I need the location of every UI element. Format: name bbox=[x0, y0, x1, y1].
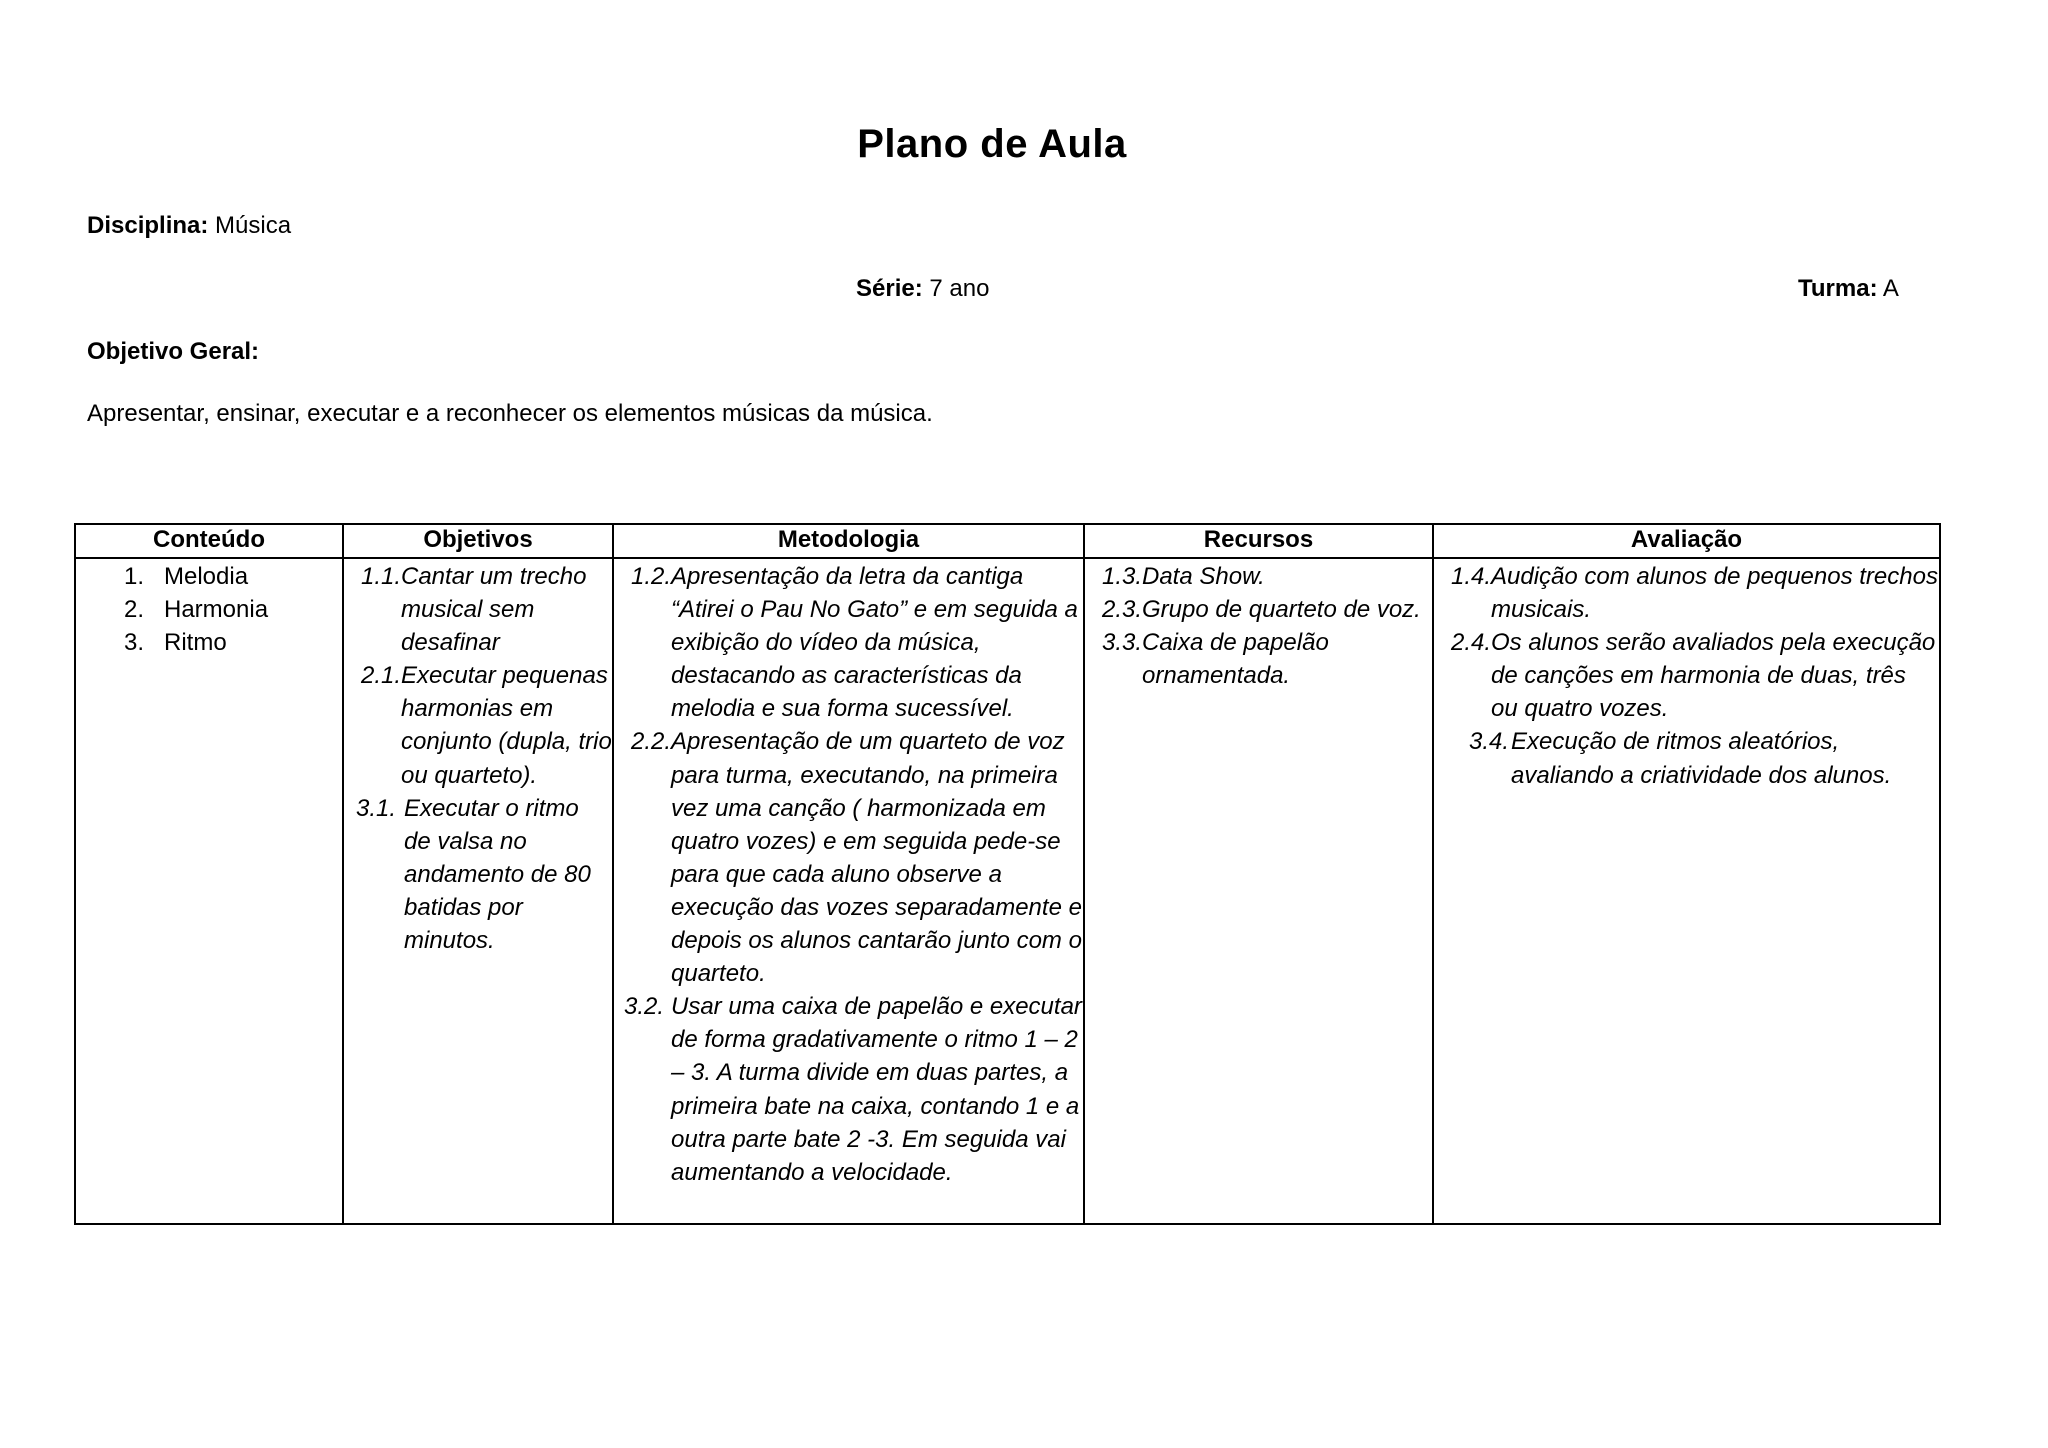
table-header-row bbox=[75, 524, 1940, 558]
cell-objetivos bbox=[343, 558, 613, 1224]
list-text: Melodia bbox=[164, 563, 249, 590]
list-text: Data Show. bbox=[1142, 563, 1265, 590]
list-number: 3.2. bbox=[623, 993, 664, 1021]
list-item bbox=[76, 593, 342, 626]
list-item bbox=[1434, 626, 1939, 725]
list-item bbox=[614, 725, 1083, 990]
list-text: Harmonia bbox=[164, 596, 269, 624]
list-number: 2.4. bbox=[1450, 629, 1491, 657]
list-item bbox=[614, 990, 1083, 1189]
list-number: 1.4. bbox=[1450, 563, 1491, 590]
list-number: 3. bbox=[123, 629, 144, 657]
list-item bbox=[76, 560, 342, 593]
list-text: Os alunos serão avaliados pela execução de canções em harmonia de duas, três ou quatro vozes. bbox=[1491, 629, 1936, 723]
list-item bbox=[1085, 593, 1432, 626]
header-conteudo: Conteúdo bbox=[75, 524, 343, 558]
list-text: Apresentação de um quarteto de voz para turma, executando, na primeira vez uma canção ( harmonizada em quatro vozes) e em seguida pede-se para que cada aluno observe a execução das vozes separadamente e depois os alunos cantarão junto com o quarteto. bbox=[671, 728, 1082, 988]
list-number: 2.2. bbox=[630, 728, 671, 756]
list-item bbox=[344, 659, 612, 791]
list-item bbox=[344, 560, 612, 659]
list-text: Executar pequenas harmonias em conjunto (dupla, trio ou quarteto). bbox=[401, 662, 612, 789]
list-text: Grupo de quarteto de voz. bbox=[1142, 596, 1421, 624]
disciplina-label: Disciplina: bbox=[87, 212, 209, 239]
list-number: 3.3. bbox=[1101, 629, 1142, 657]
cell-avaliacao bbox=[1433, 558, 1940, 1224]
list-number: 1.3. bbox=[1101, 563, 1142, 590]
objetivo-geral-text: Apresentar, ensinar, executar e a reconhecer os elementos músicas da música. bbox=[87, 400, 933, 427]
page-title: Plano de Aula bbox=[857, 122, 1127, 166]
list-number: 1. bbox=[123, 563, 144, 590]
list-item bbox=[76, 626, 342, 659]
cell-recursos bbox=[1084, 558, 1433, 1224]
list-item bbox=[1434, 725, 1939, 791]
serie-field bbox=[856, 274, 989, 304]
list-text: Ritmo bbox=[164, 629, 227, 657]
disciplina-value: Música bbox=[208, 212, 292, 239]
cell-metodologia bbox=[613, 558, 1084, 1224]
table-row bbox=[75, 558, 1940, 1224]
list-number: 3.1. bbox=[355, 794, 396, 822]
serie-value: 7 ano bbox=[922, 275, 990, 302]
list-item bbox=[344, 792, 612, 957]
list-text: Apresentação da letra da cantiga “Atirei o Pau No Gato” e em seguida a exibição do vídeo da música, destacando as características da melodia e sua forma sucessível. bbox=[671, 563, 1078, 723]
header-objetivos: Objetivos bbox=[343, 524, 613, 558]
list-number: 3.4. bbox=[1468, 728, 1509, 756]
turma-label: Turma: bbox=[1798, 275, 1878, 302]
list-number: 2.1. bbox=[360, 662, 401, 690]
list-text: Usar uma caixa de papelão e executar de forma gradativamente o ritmo 1 – 2 – 3. A turma divide em duas partes, a primeira bate na caixa, contando 1 e a outra parte bate 2 -3. Em seguida vai aumentando a velocidade. bbox=[671, 993, 1082, 1186]
disciplina-field bbox=[87, 211, 291, 241]
list-item bbox=[614, 560, 1083, 725]
turma-field bbox=[1798, 274, 1899, 304]
objetivo-geral-label: Objetivo Geral: bbox=[87, 338, 260, 365]
list-number: 1.2. bbox=[630, 563, 671, 590]
lesson-plan-table bbox=[74, 523, 1941, 1225]
header-recursos: Recursos bbox=[1084, 524, 1433, 558]
list-text: Audição com alunos de pequenos trechos musicais. bbox=[1491, 563, 1938, 624]
list-text: Execução de ritmos aleatórios, avaliando a criatividade dos alunos. bbox=[1511, 728, 1892, 789]
list-item bbox=[1434, 560, 1939, 626]
list-text: Executar o ritmo de valsa no andamento de 80 batidas por minutos. bbox=[404, 794, 591, 955]
list-number: 2.3. bbox=[1101, 596, 1142, 624]
list-number: 1.1. bbox=[360, 563, 401, 590]
cell-conteudo bbox=[75, 558, 343, 1224]
list-text: Cantar um trecho musical sem desafinar bbox=[401, 563, 587, 657]
header-metodologia: Metodologia bbox=[613, 524, 1084, 558]
turma-value: A bbox=[1877, 275, 1899, 302]
list-item bbox=[1085, 626, 1432, 692]
serie-label: Série: bbox=[856, 275, 923, 302]
list-text: Caixa de papelão ornamentada. bbox=[1142, 629, 1329, 690]
list-item bbox=[1085, 560, 1432, 593]
list-number: 2. bbox=[123, 596, 144, 624]
header-avaliacao: Avaliação bbox=[1433, 524, 1940, 558]
